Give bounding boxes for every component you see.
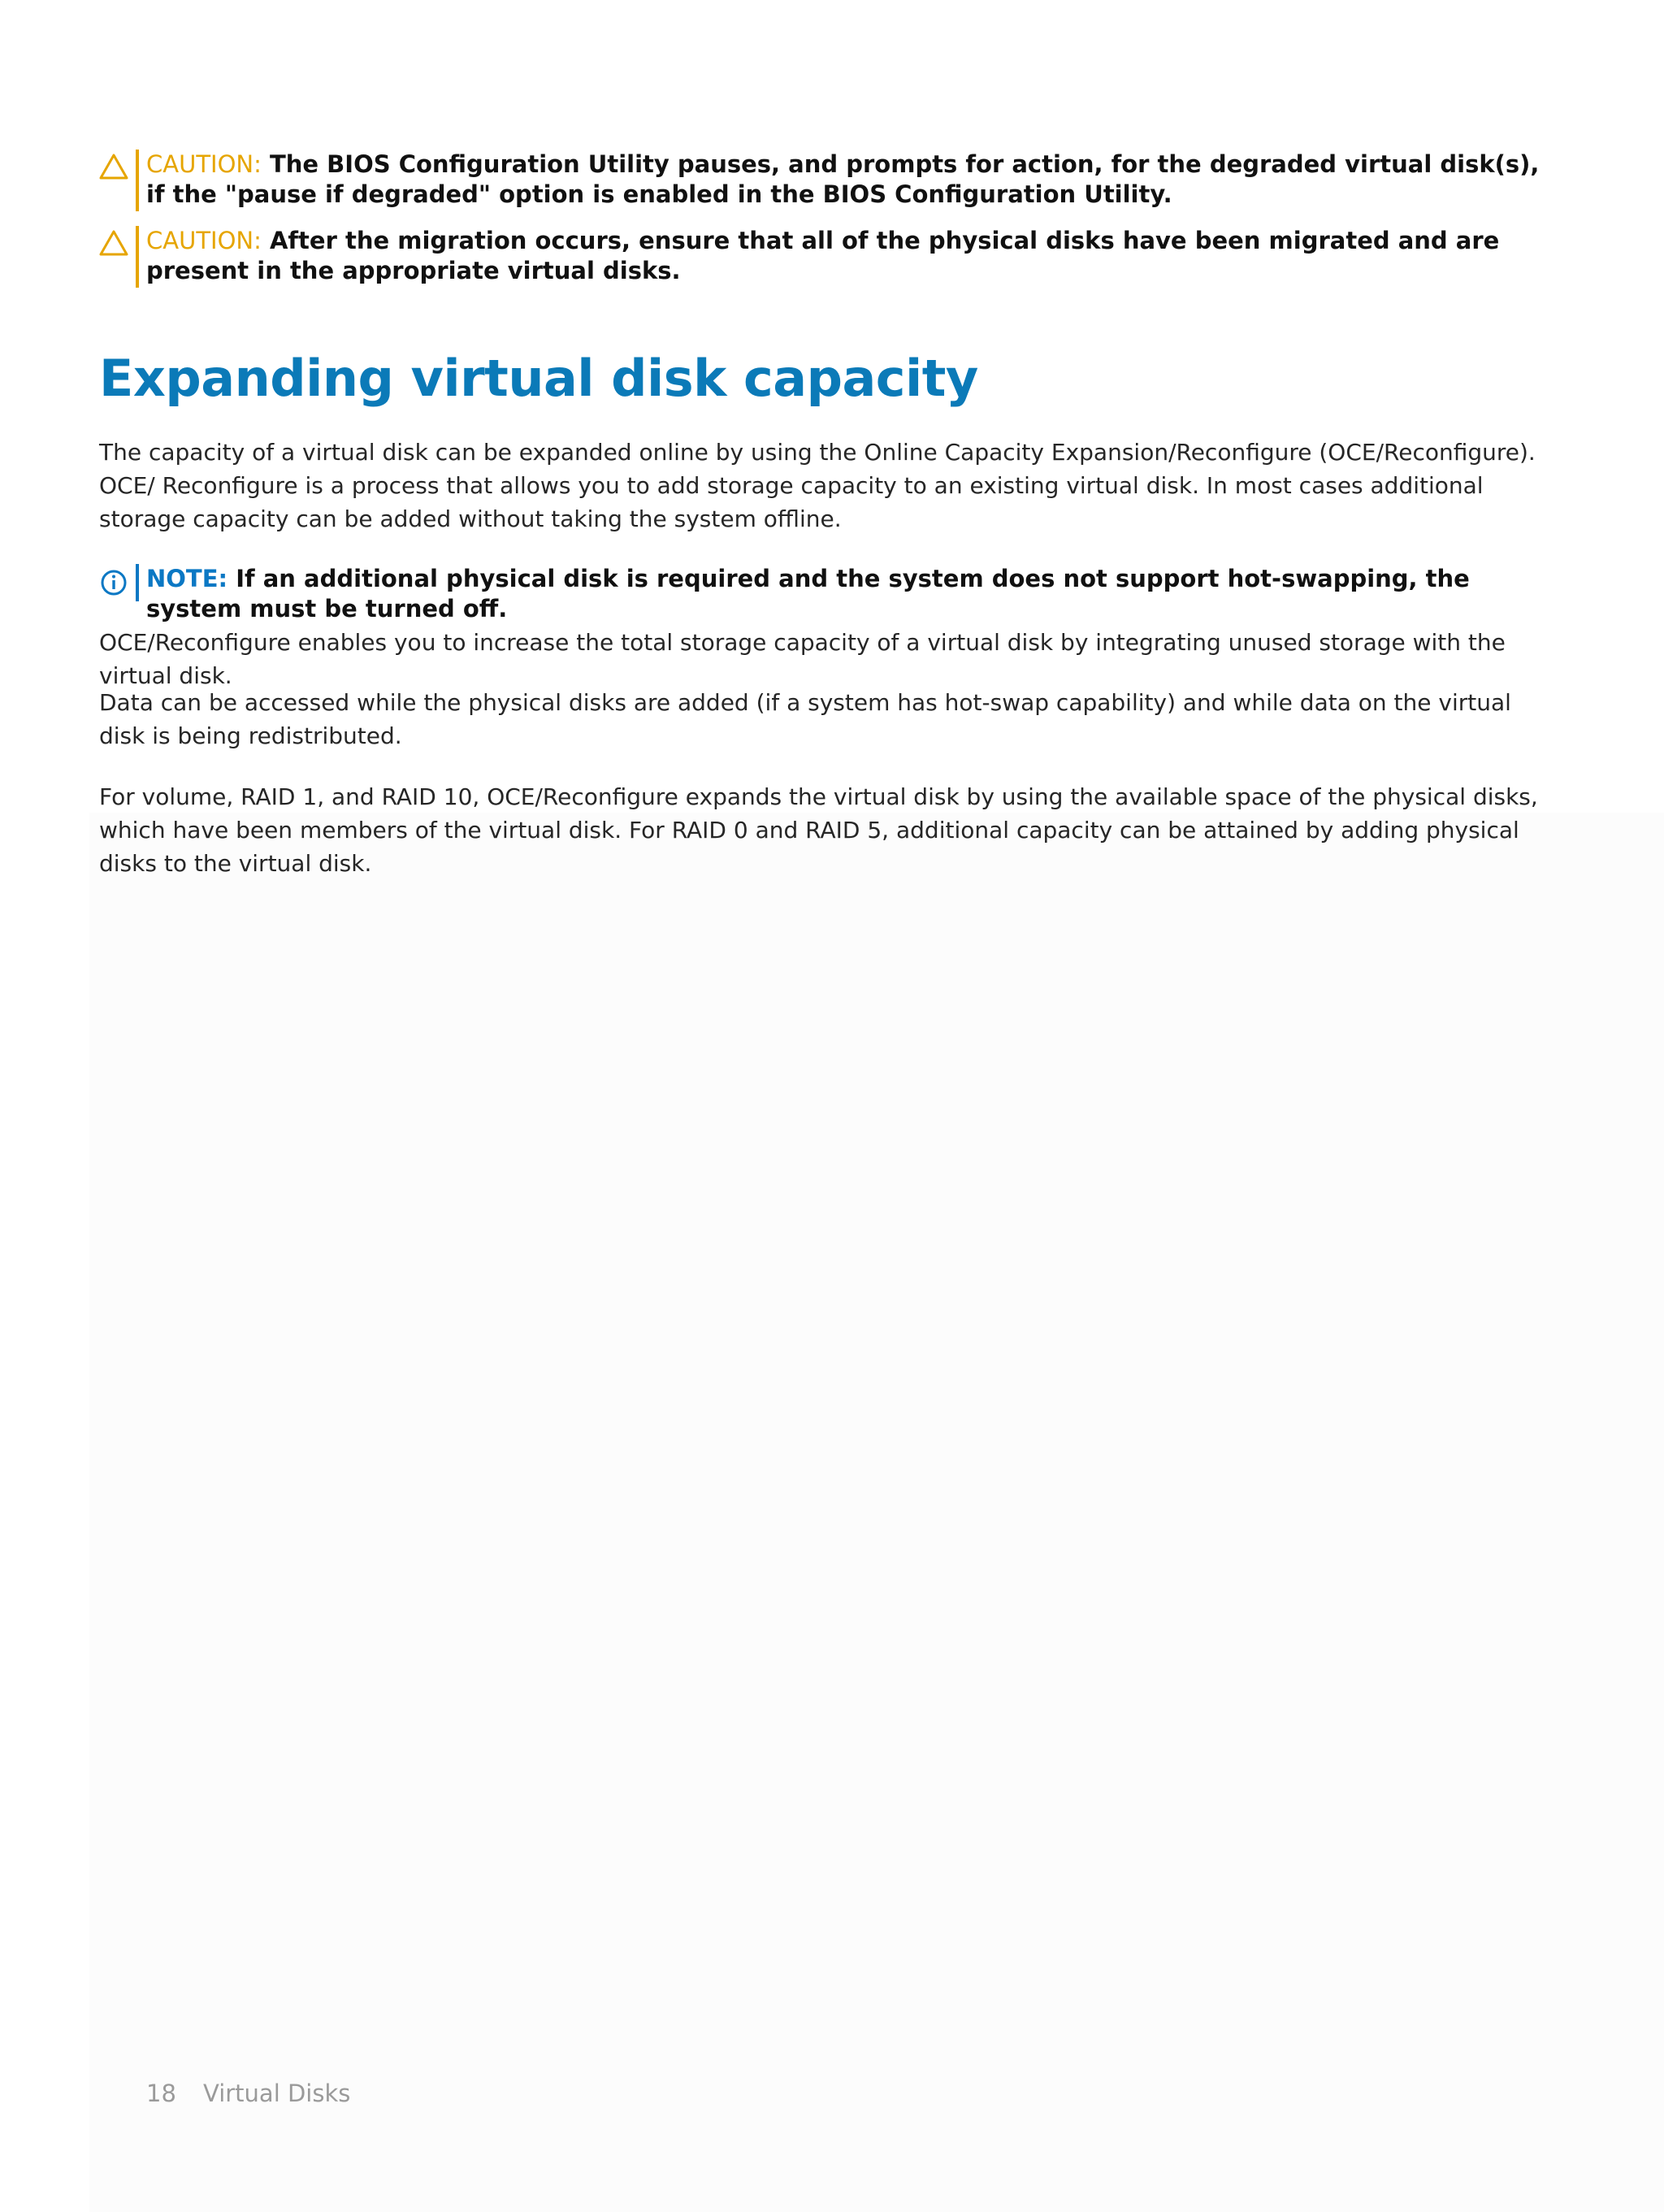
caution-label: CAUTION:	[146, 227, 262, 254]
caution-text: The BIOS Configuration Utility pauses, and prompts for action, for the degraded virtual disk(s), if the "pause if degraded" option is enabled in the BIOS Configuration Utility.	[146, 150, 1540, 208]
caution-bar	[136, 150, 139, 211]
note-label: NOTE:	[146, 565, 228, 592]
intro-paragraph: The capacity of a virtual disk can be expanded online by using the Online Capacity Expansion/Reconfigure (OCE/Reconfigure). OCE/ Reconfigure is a process that allows you to add storage capacity to an existing virtual disk. In most cases additional storage capacity can be added without taking the system offline.	[99, 439, 1536, 532]
info-circle-icon	[99, 569, 128, 596]
caution-bar	[136, 226, 139, 288]
page-number: 18	[146, 2080, 176, 2107]
section-heading: Expanding virtual disk capacity	[99, 349, 978, 408]
footer-section-title: Virtual Disks	[203, 2080, 351, 2107]
note-notice	[99, 564, 1562, 622]
body-paragraph: OCE/Reconfigure enables you to increase the total storage capacity of a virtual disk by integrating unused storage with the virtual disk.	[99, 629, 1506, 689]
caution-text: After the migration occurs, ensure that all of the physical disks have been migrated and are present in the appropriate virtual disks.	[146, 227, 1500, 284]
note-bar	[136, 564, 139, 601]
caution-text-block	[146, 226, 1560, 286]
note-text-block	[146, 564, 1560, 624]
body-paragraph: For volume, RAID 1, and RAID 10, OCE/Reconfigure expands the virtual disk by using the available space of the physical disks, which have been members of the virtual disk. For RAID 0 and RAID 5, additional capacity can be attained by adding physical disks to the virtual disk.	[99, 783, 1538, 877]
warning-triangle-icon	[99, 153, 128, 180]
warning-triangle-icon	[99, 229, 128, 257]
caution-notice	[99, 226, 1562, 288]
caution-label: CAUTION:	[146, 150, 262, 178]
note-text: If an additional physical disk is required and the system does not support hot-swapping, the system must be turned off.	[146, 565, 1470, 622]
caution-notice	[99, 150, 1562, 211]
caution-text-block	[146, 150, 1560, 210]
body-paragraph: Data can be accessed while the physical disks are added (if a system has hot-swap capability) and while data on the virtual disk is being redistributed.	[99, 689, 1511, 749]
page-background	[89, 813, 1664, 2212]
